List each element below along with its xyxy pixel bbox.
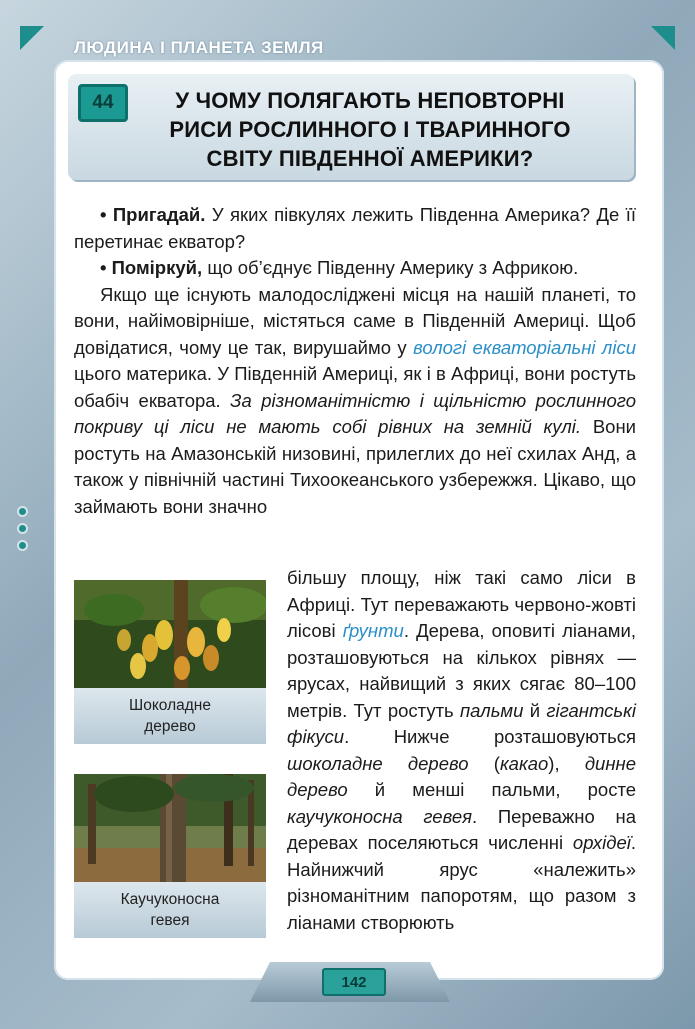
text-run: ), xyxy=(548,752,585,774)
margin-dot xyxy=(19,542,26,549)
text-run: . Нижче розташовуються xyxy=(344,726,636,747)
intro-text xyxy=(74,202,636,520)
lesson-number-badge: 44 xyxy=(78,84,128,122)
chocolate-tree-photo xyxy=(74,580,266,688)
text-run: . Найнижчий ярус «належить» різноманітним папоротям, що разом з ліанами створюють xyxy=(287,832,636,933)
text-run: більшу площу, ніж такі само ліси в Африці. Тут переважають червоно-жовті лісові xyxy=(287,567,636,641)
text-run: Вони ростуть на Амазонській низовині, прилеглих до неї схилах Анд, а також у північній частині Тихоокеанського узбережжя. Цікаво, що займають вони значно xyxy=(74,416,636,517)
term-humid-forests[interactable]: вологі екваторіальні ліси xyxy=(413,336,637,358)
paragraph-1 xyxy=(74,282,636,521)
margin-dot xyxy=(19,508,26,515)
think-label: • Поміркуй, xyxy=(100,257,203,278)
term-soils[interactable]: ґрунти xyxy=(342,620,404,641)
caption-line: дерево xyxy=(144,718,196,735)
text-run: . Дерева, оповиті ліанами, розташовуються на кількох рівнях — ярусах, найвищий з яких сягає 80–100 метрів. Тут ростуть xyxy=(287,620,636,721)
italic-term: какао xyxy=(499,752,549,774)
caption-line: Шоколадне xyxy=(129,697,211,714)
page-number: 142 xyxy=(322,968,386,996)
running-head: ЛЮДИНА І ПЛАНЕТА ЗЕМЛЯ xyxy=(74,38,324,57)
lesson-title-line: У ЧОМУ ПОЛЯГАЮТЬ НЕПОВТОРНІ xyxy=(175,88,565,113)
italic-term: динне дерево xyxy=(287,752,636,800)
paragraph-2 xyxy=(287,565,636,936)
text-run: й xyxy=(523,699,547,721)
figure-caption xyxy=(74,882,266,938)
margin-dot xyxy=(19,525,26,532)
rubber-tree-photo xyxy=(74,774,266,882)
corner-ornament-right xyxy=(651,26,675,50)
recall-prompt xyxy=(74,202,636,255)
caption-line: гевея xyxy=(150,912,190,929)
lesson-title xyxy=(150,86,590,173)
figure-caption xyxy=(74,688,266,744)
text-run: ( xyxy=(468,752,500,774)
recall-text: У яких півкулях лежить Південна Америка? Де її перетинає екватор? xyxy=(74,204,637,252)
caption-line: Каучуконосна xyxy=(120,891,220,908)
italic-term: шоколадне дерево xyxy=(287,752,469,774)
think-text: що об’єднує Південну Америку з Африкою. xyxy=(207,257,579,278)
text-run: цього материка. У Південній Америці, як і в Африці, вони ростуть обабіч екватора. xyxy=(74,363,636,411)
italic-term: орхідеї xyxy=(572,832,631,853)
recall-label: • Пригадай. xyxy=(100,204,206,225)
figure-chocolate-tree xyxy=(74,580,266,744)
text-run: Якщо ще існують малодосліджені місця на нашій планеті, то вони, найімовірніше, містяться саме в Південній Америці. Щоб довідатися, чому це так, вирушаймо у xyxy=(74,283,636,358)
corner-ornament-left xyxy=(20,26,44,50)
lesson-title-line: СВІТУ ПІВДЕННОЇ АМЕРИКИ? xyxy=(206,146,534,171)
lesson-title-line: РИСИ РОСЛИННОГО І ТВАРИННОГО xyxy=(169,117,571,142)
italic-term: пальми xyxy=(460,699,524,721)
emphasis-text: За різноманітністю і щільністю рослинного покриву ці ліси не мають собі рівних на земній кулі. xyxy=(74,389,636,437)
italic-term: каучуконосна гевея xyxy=(287,805,473,827)
margin-dots xyxy=(19,508,26,559)
think-prompt xyxy=(74,255,636,282)
italic-term: гігантські фікуси xyxy=(287,699,636,747)
figure-rubber-tree xyxy=(74,774,266,938)
text-run: й менші пальми, росте xyxy=(347,779,636,800)
text-run: . Переважно на деревах поселяються численні xyxy=(287,805,636,853)
